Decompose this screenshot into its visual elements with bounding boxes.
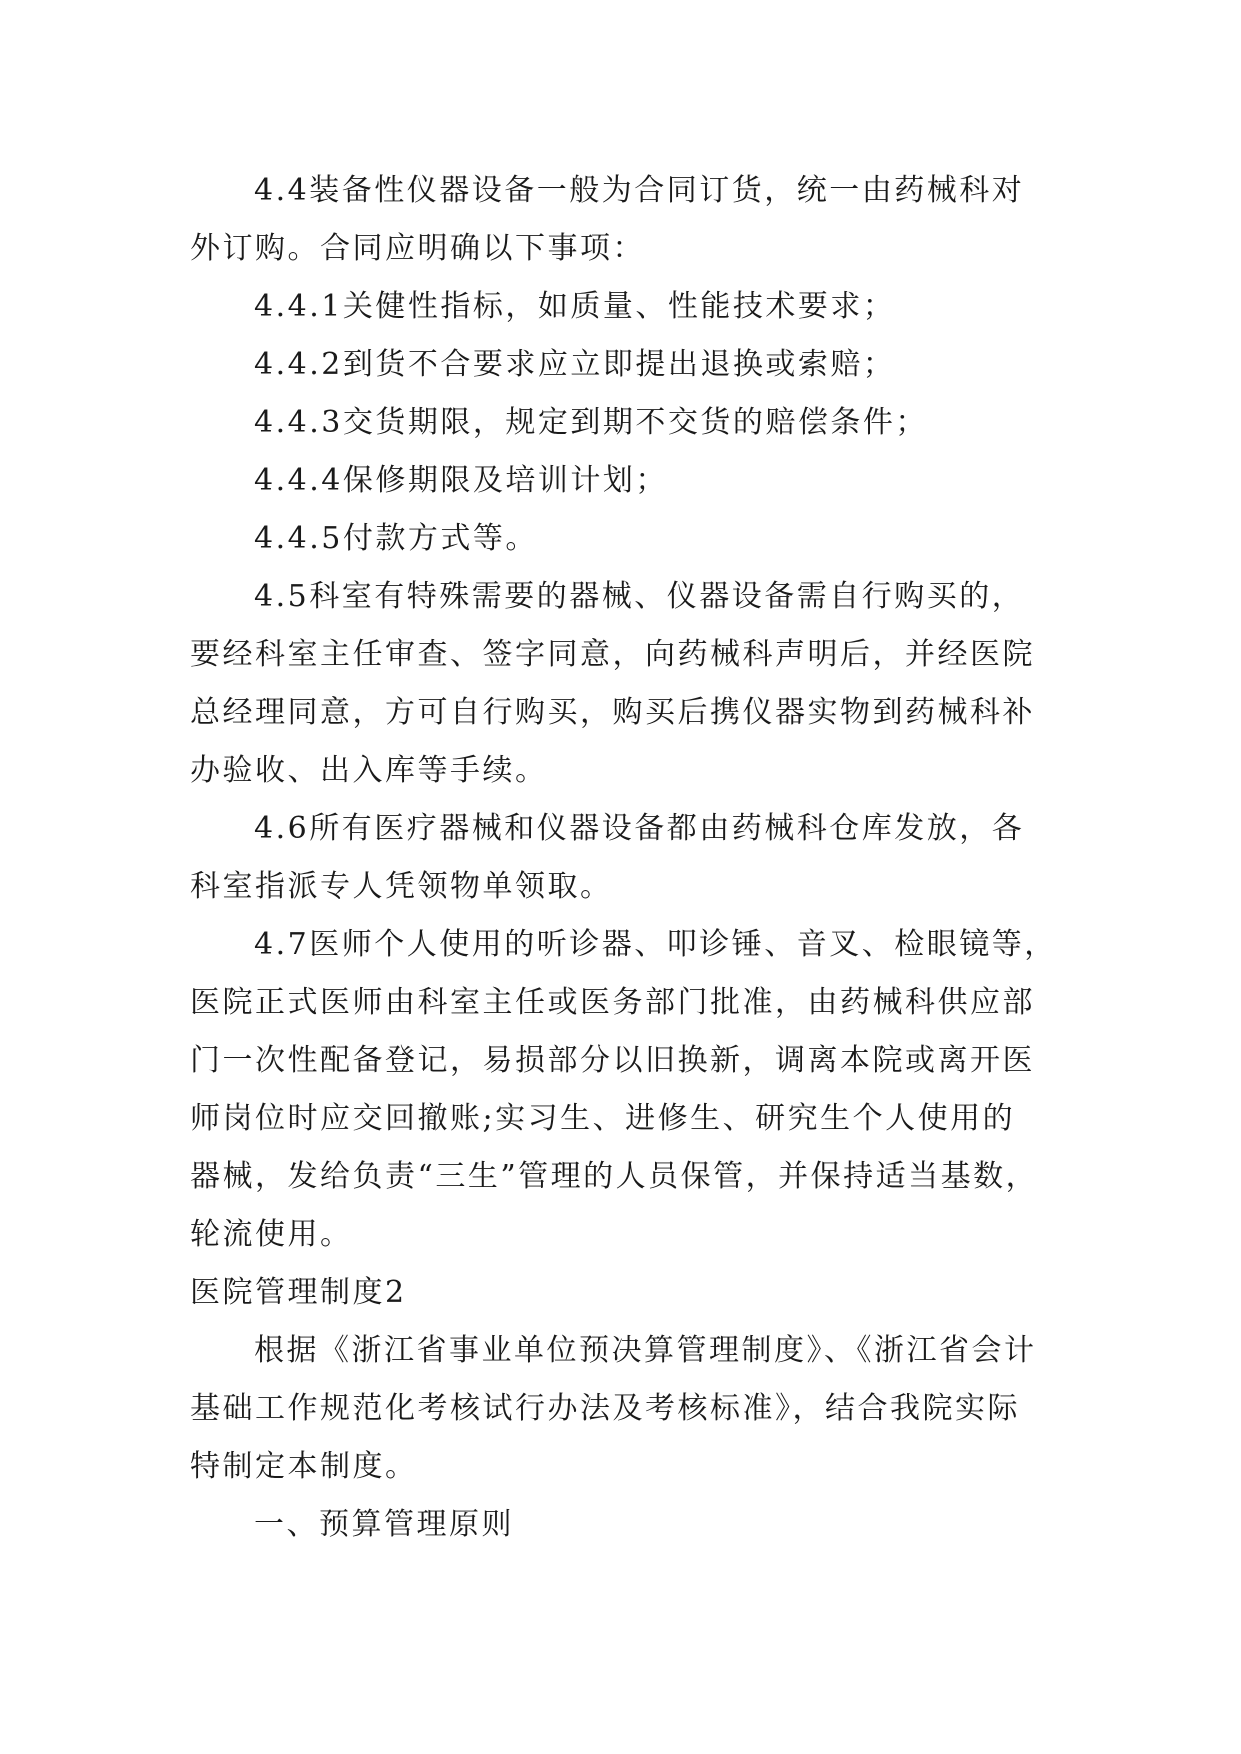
section-heading: 医院管理制度2 [190, 1275, 407, 1310]
paragraph-4-5-line-3: 总经理同意，方可自行购买，购买后携仪器实物到药械科补 [190, 695, 1035, 730]
intro-paragraph-line-2: 基础工作规范化考核试行办法及考核标准》，结合我院实际 [190, 1391, 1020, 1426]
intro-paragraph-line-1: 根据《浙江省事业单位预决算管理制度》、《浙江省会计 [254, 1333, 1037, 1368]
paragraph-4-7-line-2: 医院正式医师由科室主任或医务部门批准，由药械科供应部 [190, 985, 1035, 1020]
paragraph-4-4-line-1: 4.4装备性仪器设备一般为合同订货，统一由药械科对 [254, 173, 1025, 208]
paragraph-4-7-line-1: 4.7医师个人使用的听诊器、叩诊锤、音叉、检眼镜等， [254, 927, 1057, 962]
paragraph-4-6-line-2: 科室指派专人凭领物单领取。 [190, 869, 613, 904]
item-4-4-4: 4.4.4保修期限及培训计划； [254, 463, 668, 498]
item-4-4-1: 4.4.1关健性指标，如质量、性能技术要求； [254, 289, 896, 324]
intro-paragraph-line-3: 特制定本制度。 [190, 1449, 418, 1484]
item-4-4-2: 4.4.2到货不合要求应立即提出退换或索赔； [254, 347, 896, 382]
item-4-4-3: 4.4.3交货期限，规定到期不交货的赔偿条件； [254, 405, 928, 440]
paragraph-4-7-line-6: 轮流使用。 [190, 1217, 353, 1252]
paragraph-4-4-line-2: 外订购。合同应明确以下事项： [190, 231, 645, 266]
paragraph-4-7-line-3: 门一次性配备登记，易损部分以旧换新，调离本院或离开医 [190, 1043, 1035, 1078]
paragraph-4-5-line-4: 办验收、出入库等手续。 [190, 753, 548, 788]
paragraph-4-7-line-5: 器械，发给负责“三生”管理的人员保管，并保持适当基数， [190, 1159, 1039, 1194]
paragraph-4-5-line-2: 要经科室主任审查、签字同意，向药械科声明后，并经医院 [190, 637, 1035, 672]
paragraph-4-7-line-4: 师岗位时应交回撤账;实习生、进修生、研究生个人使用的 [190, 1101, 1016, 1136]
subsection-heading: 一、预算管理原则 [254, 1507, 514, 1542]
item-4-4-5: 4.4.5付款方式等。 [254, 521, 538, 556]
document-body [190, 162, 1057, 1554]
paragraph-4-5-line-1: 4.5科室有特殊需要的器械、仪器设备需自行购买的， [254, 579, 1025, 614]
paragraph-4-6-line-1: 4.6所有医疗器械和仪器设备都由药械科仓库发放，各 [254, 811, 1025, 846]
